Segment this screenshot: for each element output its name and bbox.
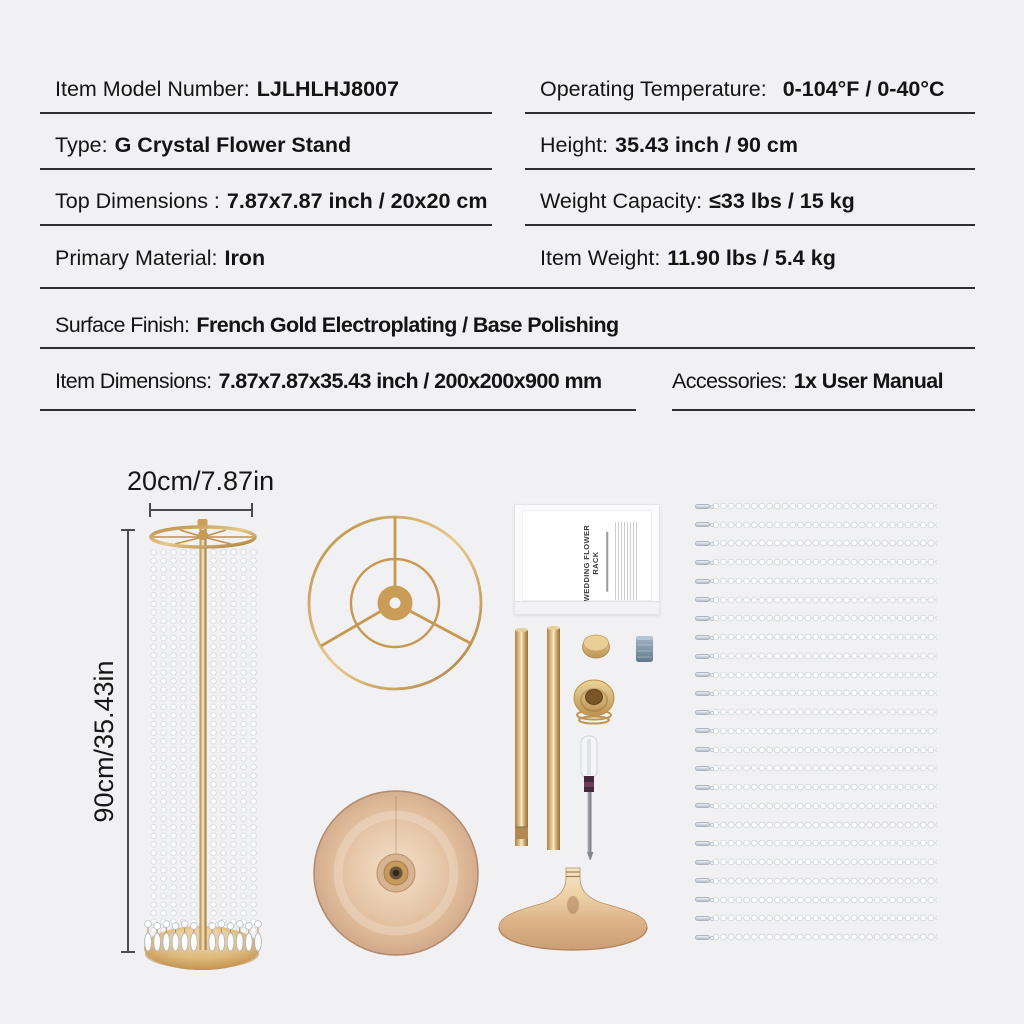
separator-line <box>40 224 492 226</box>
spec-label: Item Model Number: <box>55 77 250 101</box>
chain-row <box>695 783 937 791</box>
side-height-dimension-label: 90cm/35.43in <box>89 660 119 823</box>
spec-item-dimensions <box>55 366 602 396</box>
separator-line <box>525 168 975 170</box>
spec-value: 7.87x7.87x35.43 inch / 200x200x900 mm <box>218 369 602 393</box>
top-ring-frame <box>305 513 487 695</box>
chain-row <box>695 521 937 529</box>
spec-type <box>55 130 351 160</box>
spec-item-weight <box>540 243 836 273</box>
chain-row <box>695 652 937 660</box>
chain-row <box>695 633 937 641</box>
chain-row <box>695 727 937 735</box>
user-manual-package <box>514 504 660 615</box>
chain-row <box>695 671 937 679</box>
spec-weight-capacity <box>540 186 855 216</box>
spec-value: 35.43 inch / 90 cm <box>615 133 798 157</box>
spec-accessories <box>672 366 943 396</box>
chain-row <box>695 802 937 810</box>
spec-label: Item Dimensions: <box>55 369 212 393</box>
chain-row <box>695 858 937 866</box>
chain-row <box>695 821 937 829</box>
spec-top-dimensions <box>55 186 487 216</box>
screwdriver-tool <box>581 736 597 860</box>
chain-row <box>695 933 937 941</box>
separator-line <box>40 347 975 349</box>
chain-row <box>695 764 937 772</box>
spec-value: LJLHLHJ8007 <box>256 77 399 101</box>
crystal-bead-chains <box>695 502 937 954</box>
ring-nut <box>574 680 614 724</box>
chain-row <box>695 914 937 922</box>
spec-label: Type: <box>55 133 108 157</box>
separator-line <box>525 224 975 226</box>
spec-value: G Crystal Flower Stand <box>114 133 352 157</box>
chain-row <box>695 596 937 604</box>
spec-label: Weight Capacity: <box>540 189 703 213</box>
manual-fine-print <box>615 522 639 600</box>
spec-item-model-number <box>55 74 399 104</box>
manual-subtitle-line <box>606 532 608 592</box>
spec-value: ≤33 lbs / 15 kg <box>709 189 855 213</box>
separator-line <box>40 409 636 411</box>
spec-value: 0-104°F / 0-40°C <box>782 77 945 101</box>
blue-spacer <box>636 636 653 662</box>
spec-value: Iron <box>224 246 266 270</box>
flower-stand-illustration <box>120 510 290 990</box>
top-width-dimension-label: 20cm/7.87in <box>127 466 275 496</box>
spec-primary-material <box>55 243 265 273</box>
spec-value: 1x User Manual <box>793 369 944 393</box>
chain-row <box>695 502 937 510</box>
spec-value: 7.87x7.87 inch / 20x20 cm <box>226 189 488 213</box>
chain-row <box>695 558 937 566</box>
separator-line <box>672 409 975 411</box>
chain-row <box>695 839 937 847</box>
separator-line <box>40 287 975 289</box>
spec-value: 11.90 lbs / 5.4 kg <box>667 246 836 270</box>
chain-row <box>695 896 937 904</box>
chain-row <box>695 746 937 754</box>
spec-label: Height: <box>540 133 609 157</box>
chain-row <box>695 539 937 547</box>
spec-operating-temperature <box>540 74 944 104</box>
separator-line <box>525 112 975 114</box>
chain-row <box>695 708 937 716</box>
spec-height <box>540 130 798 160</box>
chain-row <box>695 877 937 885</box>
trumpet-base-side-view <box>495 845 655 957</box>
spec-label: Surface Finish: <box>55 313 190 337</box>
bag-flap <box>515 601 659 614</box>
spec-value: French Gold Electroplating / Base Polishing <box>196 313 619 337</box>
separator-line <box>40 168 492 170</box>
spec-label: Accessories: <box>672 369 787 393</box>
round-base-top-view <box>310 788 482 960</box>
pole-rod <box>515 630 528 846</box>
spec-label: Item Weight: <box>540 246 661 270</box>
spec-surface-finish <box>55 310 619 340</box>
spec-label: Top Dimensions : <box>55 189 220 213</box>
chain-row <box>695 577 937 585</box>
chain-row <box>695 689 937 697</box>
hardware-parts <box>505 620 670 860</box>
pole-rod <box>547 628 560 850</box>
gold-cap <box>583 635 610 658</box>
separator-line <box>40 112 492 114</box>
chain-row <box>695 614 937 622</box>
spec-label: Operating Temperature: <box>540 77 767 101</box>
manual-title: WEDDING FLOWER RACK <box>582 524 600 602</box>
spec-label: Primary Material: <box>55 246 218 270</box>
